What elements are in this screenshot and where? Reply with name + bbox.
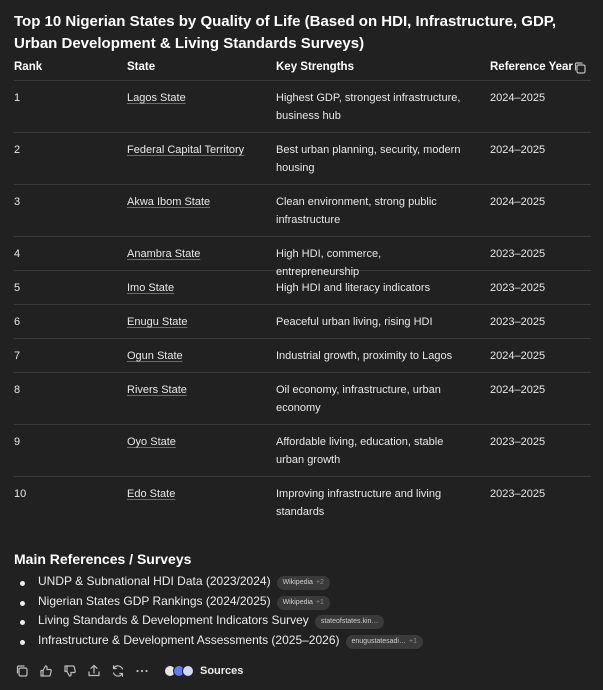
state-link[interactable]: Akwa Ibom State	[127, 196, 211, 208]
rank-cell: 10	[14, 488, 27, 500]
states-table	[14, 58, 591, 528]
reference-year-cell: 2024–2025	[490, 196, 546, 208]
table-row	[14, 133, 591, 185]
key-strengths-cell: Industrial growth, proximity to Lagos	[276, 350, 453, 362]
table-row	[14, 425, 591, 477]
key-strengths-cell: Peaceful urban living, rising HDI	[276, 316, 433, 328]
reference-year-cell: 2023–2025	[490, 316, 546, 328]
table-header	[14, 58, 591, 81]
column-header-rank: Rank	[14, 61, 43, 73]
key-strengths-cell: Oil economy, infrastructure, urban economy	[276, 384, 441, 414]
state-link[interactable]: Ogun State	[127, 350, 183, 362]
source-chip[interactable]	[277, 576, 330, 590]
source-chip[interactable]	[315, 615, 385, 629]
state-link[interactable]: Lagos State	[127, 92, 186, 104]
key-strengths-cell: Affordable living, education, stable urban growth	[276, 436, 444, 466]
list-item	[20, 633, 423, 653]
rank-cell: 8	[14, 384, 21, 396]
reference-year-cell: 2023–2025	[490, 248, 546, 260]
reference-year-cell: 2024–2025	[490, 92, 546, 104]
table-row	[14, 477, 591, 528]
list-item	[20, 594, 423, 614]
rank-cell: 2	[14, 144, 21, 156]
rank-cell: 3	[14, 196, 21, 208]
source-chip-count: +1	[408, 637, 417, 645]
source-icon	[182, 665, 194, 677]
reference-year-cell: 2024–2025	[490, 144, 546, 156]
share-icon	[87, 664, 101, 678]
table-row	[14, 373, 591, 425]
key-strengths-cell: Best urban planning, security, modern housing	[276, 144, 461, 174]
share-button[interactable]	[86, 663, 102, 679]
source-chip-label: Wikipedia	[282, 598, 313, 606]
key-strengths-cell: Highest GDP, strongest infrastructure, business hub	[276, 92, 461, 122]
rank-cell: 4	[14, 248, 21, 260]
state-link[interactable]: Edo State	[127, 488, 176, 500]
rank-cell: 6	[14, 316, 21, 328]
regenerate-icon	[111, 664, 125, 678]
rank-cell: 9	[14, 436, 21, 448]
list-item	[20, 574, 423, 594]
reference-year-cell: 2023–2025	[490, 282, 546, 294]
sources-button[interactable]	[164, 665, 243, 677]
source-chip-label: enugustatesadi…	[351, 637, 406, 645]
rank-cell: 5	[14, 282, 21, 294]
table-row	[14, 81, 591, 133]
key-strengths-cell: Clean environment, strong public infrastructure	[276, 196, 437, 226]
table-row	[14, 271, 591, 305]
copy-button[interactable]	[14, 663, 30, 679]
reference-year-cell: 2024–2025	[490, 384, 546, 396]
reference-text: UNDP & Subnational HDI Data (2023/2024)	[38, 574, 271, 588]
source-chip[interactable]	[277, 596, 330, 610]
list-item	[20, 613, 423, 633]
source-chip-count: +2	[315, 579, 324, 586]
table-row	[14, 305, 591, 339]
column-header-state: State	[127, 61, 156, 73]
rank-cell: 7	[14, 350, 21, 362]
rank-cell: 1	[14, 92, 21, 104]
references-list	[20, 574, 423, 652]
copy-icon	[15, 664, 29, 678]
column-header-key-strengths: Key Strengths	[276, 61, 354, 73]
thumbs-down-button[interactable]	[62, 663, 78, 679]
more-button[interactable]	[134, 663, 150, 679]
source-chip-label: stateofstates.kin…	[320, 618, 379, 625]
sources-label: Sources	[200, 665, 244, 677]
state-link[interactable]: Federal Capital Territory	[127, 144, 245, 156]
state-link[interactable]: Enugu State	[127, 316, 188, 328]
key-strengths-cell: High HDI, commerce, entrepreneurship	[276, 248, 382, 278]
more-icon	[135, 664, 149, 678]
regenerate-button[interactable]	[110, 663, 126, 679]
state-link[interactable]: Rivers State	[127, 384, 187, 396]
key-strengths-cell: High HDI and literacy indicators	[276, 282, 431, 294]
table-row	[14, 185, 591, 237]
source-chip[interactable]	[346, 635, 423, 649]
reference-year-cell: 2023–2025	[490, 436, 546, 448]
page-title: Top 10 Nigerian States by Quality of Life (Based on HDI, Infrastructure, GDP, Urban Development & Living Standards Surveys)	[14, 13, 557, 52]
thumbs-up-button[interactable]	[38, 663, 54, 679]
message-actions	[14, 662, 243, 680]
thumbs-down-icon	[63, 664, 77, 678]
column-header-reference-year: Reference Year	[490, 61, 573, 73]
reference-year-cell: 2023–2025	[490, 488, 546, 500]
reference-text: Living Standards & Development Indicators Survey	[38, 613, 309, 627]
state-link[interactable]: Anambra State	[127, 248, 201, 260]
reference-text: Infrastructure & Development Assessments (2025–2026)	[38, 632, 340, 647]
reference-year-cell: 2024–2025	[490, 350, 546, 362]
state-link[interactable]: Imo State	[127, 282, 175, 294]
state-link[interactable]: Oyo State	[127, 436, 176, 448]
key-strengths-cell: Improving infrastructure and living standards	[276, 488, 442, 518]
reference-text: Nigerian States GDP Rankings (2024/2025)	[38, 593, 271, 608]
references-heading: Main References / Surveys	[14, 551, 192, 567]
source-chip-label: Wikipedia	[282, 579, 313, 586]
table-row	[14, 237, 591, 278]
source-chip-count: +1	[315, 598, 324, 606]
table-row	[14, 339, 591, 373]
thumbs-up-icon	[39, 664, 53, 678]
